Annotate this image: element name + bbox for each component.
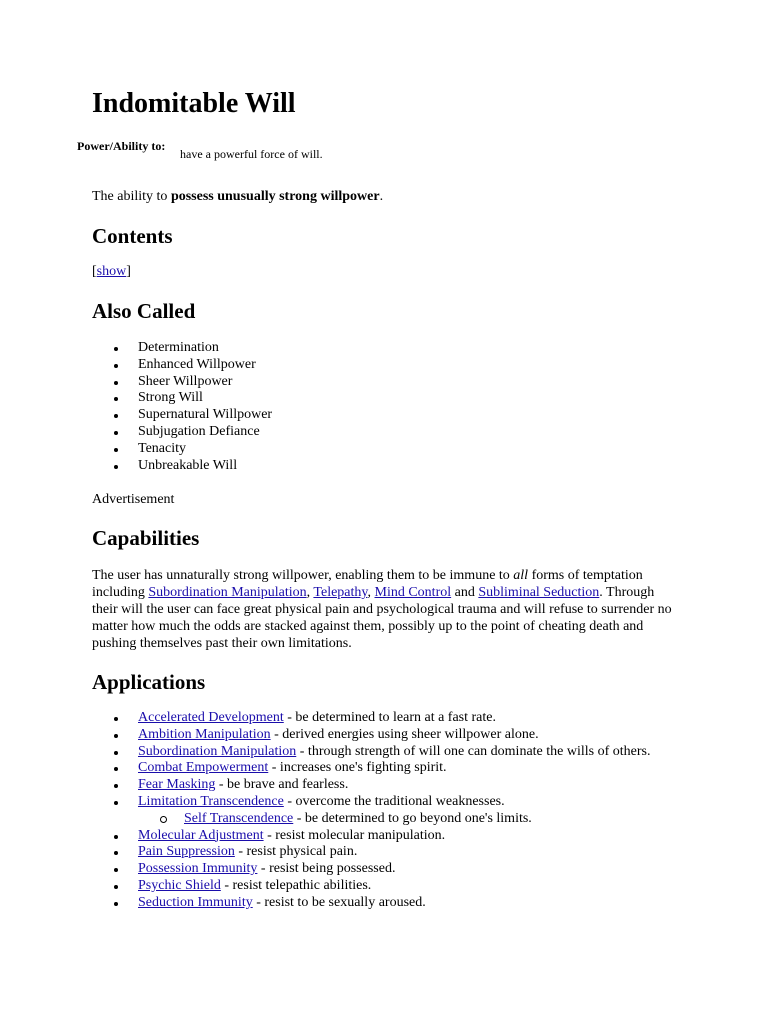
intro-bold: possess unusually strong willpower <box>170 189 380 204</box>
link-accelerated-development[interactable]: Accelerated Development <box>138 710 284 725</box>
cap-sep: , <box>306 585 314 600</box>
list-item <box>92 760 672 777</box>
list-item: Determination <box>92 340 652 357</box>
link-psychic-shield[interactable]: Psychic Shield <box>138 877 221 893</box>
link-self-transcendence[interactable]: Self Transcendence <box>184 810 294 826</box>
list-item <box>92 861 672 878</box>
list-item <box>92 828 672 845</box>
also-called-heading: Also Called <box>92 299 196 323</box>
list-item <box>92 777 672 794</box>
intro-prefix: The ability to <box>92 189 171 204</box>
item-description: - resist molecular manipulation. <box>263 827 446 843</box>
list-item <box>92 878 672 895</box>
item-description: - be determined to learn at a fast rate. <box>283 710 496 725</box>
link-limitation-transcendence[interactable]: Limitation Transcendence <box>138 793 284 809</box>
list-item: Subjugation Defiance <box>92 424 652 441</box>
item-description: - resist telepathic abilities. <box>220 877 372 893</box>
cap-sep: , <box>367 585 375 600</box>
link-molecular-adjustment[interactable]: Molecular Adjustment <box>138 827 264 843</box>
link-possession-immunity[interactable]: Possession Immunity <box>138 861 258 877</box>
sub-list-item <box>92 811 672 828</box>
list-item <box>92 794 672 811</box>
item-description: - resist being possessed. <box>257 861 396 877</box>
toggle-close-bracket: ] <box>126 264 131 279</box>
intro-suffix: . <box>379 189 384 204</box>
cap-sep: and <box>451 585 479 600</box>
link-subordination-manipulation[interactable]: Subordination Manipulation <box>138 743 297 759</box>
cap-text-1: The user has unnaturally strong willpower, enabling them to be immune to <box>92 568 514 583</box>
link-ambition-manipulation[interactable]: Ambition Manipulation <box>138 726 271 742</box>
link-fear-masking[interactable]: Fear Masking <box>138 777 216 793</box>
applications-heading: Applications <box>92 670 206 694</box>
intro-paragraph <box>92 188 383 205</box>
list-item <box>92 727 672 744</box>
item-description: - derived energies using sheer willpower alone. <box>270 726 539 742</box>
list-item: Tenacity <box>92 441 652 458</box>
list-item: Supernatural Willpower <box>92 407 652 424</box>
also-called-list <box>92 340 652 474</box>
link-subliminal-seduction[interactable]: Subliminal Seduction <box>478 585 600 600</box>
list-item: Strong Will <box>92 390 652 407</box>
list-item <box>92 710 672 727</box>
list-item: Unbreakable Will <box>92 458 652 475</box>
link-telepathy[interactable]: Telepathy <box>313 585 368 600</box>
item-description: - be brave and fearless. <box>215 777 349 793</box>
item-description: - increases one's fighting spirit. <box>268 760 447 776</box>
show-toggle-link[interactable]: show <box>96 264 127 279</box>
list-item: Sheer Willpower <box>92 374 652 391</box>
item-description: - be determined to go beyond one's limits. <box>293 810 532 826</box>
list-item <box>92 744 672 761</box>
applications-list <box>92 710 672 912</box>
item-description: - through strength of will one can dominate the wills of others. <box>296 743 651 759</box>
link-seduction-immunity[interactable]: Seduction Immunity <box>138 894 253 910</box>
cap-italic: all <box>513 568 529 583</box>
contents-toggle <box>92 263 131 280</box>
link-combat-empowerment[interactable]: Combat Empowerment <box>138 760 269 776</box>
list-item <box>92 844 672 861</box>
toggle-open-bracket: [ <box>92 264 97 279</box>
infobox-value: have a powerful force of will. <box>180 147 323 161</box>
item-description: - resist physical pain. <box>234 844 358 860</box>
page-title: Indomitable Will <box>92 88 296 119</box>
link-mind-control[interactable]: Mind Control <box>374 585 452 600</box>
advertisement-label: Advertisement <box>92 492 175 507</box>
list-item: Enhanced Willpower <box>92 357 652 374</box>
cap-text-3: . Through their will the user can face great physical pain and psychological trauma and will refuse to surrender no matter how much the odds are stacked against them, possibly up to the point of cheating death and pushing themselves past their own limitations. <box>92 585 672 651</box>
item-description: - resist to be sexually aroused. <box>252 894 426 910</box>
infobox-label: Power/Ability to: <box>77 139 166 153</box>
contents-heading: Contents <box>92 224 173 248</box>
list-item <box>92 895 672 912</box>
item-description: - overcome the traditional weaknesses. <box>283 793 505 809</box>
capabilities-paragraph <box>92 567 672 652</box>
link-subordination-manipulation[interactable]: Subordination Manipulation <box>148 585 307 600</box>
capabilities-heading: Capabilities <box>92 526 200 550</box>
cap-text-2: forms of temptation including <box>92 568 643 600</box>
link-pain-suppression[interactable]: Pain Suppression <box>138 844 235 860</box>
